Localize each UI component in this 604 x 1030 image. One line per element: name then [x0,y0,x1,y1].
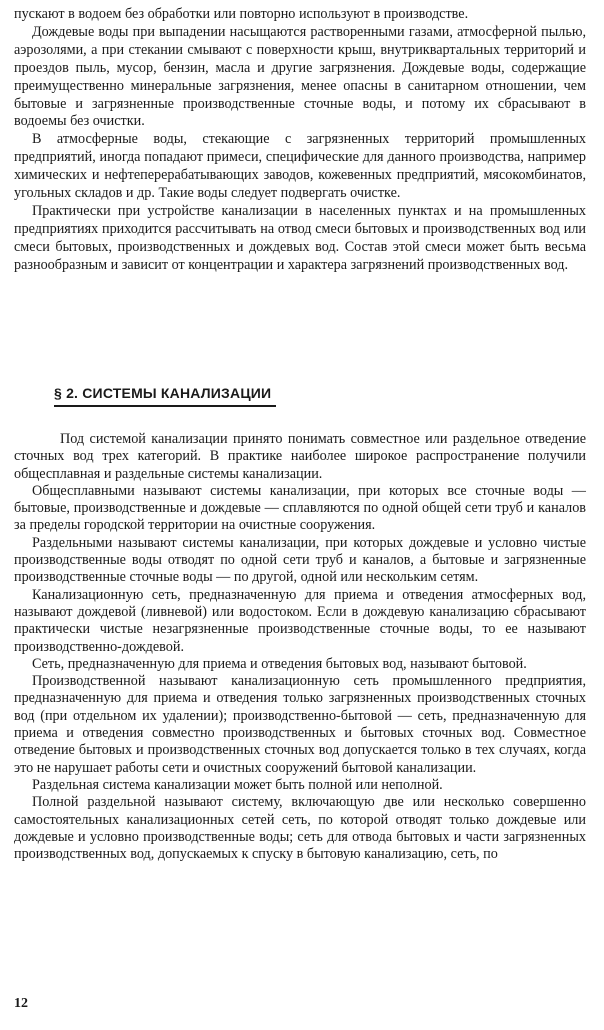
paragraph: Полной раздельной называют систему, включающую две или несколько совершенно самостоятельных канализационных сетей сеть, по которой отводят только дождевые или дождевые и условно производственные воды; сеть для отвода бытовых и части загрязненных производственных вод, допускаемых к спуску в бытовую канализацию, сеть, по [14,794,586,863]
paragraph: пускают в водоем без обработки или повторно используют в производстве. [14,6,469,22]
paragraph: Сеть, предназначенную для приема и отведения бытовых вод, называют бытовой. [32,655,527,672]
paragraph: Под системой канализации принято понимать совместное или раздельное отведение сточных вод трех категорий. В практике наиболее широкое распространение получили общесплавная и раздельные системы канализации. [14,431,586,482]
paragraph: Производственной называют канализационную сеть промышленного предприятия, предназначенную для приема и отведения только загрязненных производственных сточных вод (при отдельном их удалении); производственно-бытовой — сеть, предназначенную для приема и отведения совместно производственных и бытовых сточных вод. Совместное отведение бытовых и производственных сточных вод допускается только в тех случаях, когда это не нарушает работы сети и очистных сооружений бытовой канализации. [14,673,586,776]
section-heading: § 2. СИСТЕМЫ КАНАЛИЗАЦИИ [54,385,272,401]
paragraph: Раздельная система канализации может быть полной или неполной. [32,776,443,793]
paragraph: Раздельными называют системы канализации, при которых дождевые и условно чистые производственные воды отводят по одной сети труб и каналов, а бытовые и загрязненные производственные сточные воды — по другой, одной или нескольким сетям. [14,534,586,586]
paragraph: Практически при устройстве канализации в населенных пунктах и на промышленных предприятиях приходится рассчитывать на отвод смеси бытовых и производственных вод или смеси бытовых, производственных и дождевых вод. Состав этой смеси может быть весьма разнообразным и зависит от концентрации и характера загрязнений производственных вод. [14,202,586,273]
section-text-block [14,431,586,863]
page-number: 12 [14,996,28,1011]
paragraph: В атмосферные воды, стекающие с загрязненных территорий промышленных предприятий, иногда попадают примеси, специфические для данного производства, например химических и нефтеперерабатывающих заводов, кожевенных предприятий, мясокомбинатов, угольных складов и др. Такие воды следует подвергать очистке. [14,131,586,202]
paragraph: Канализационную сеть, предназначенную для приема и отведения атмосферных вод, называют дождевой (ливневой) или водостоком. Если в дождевую канализацию сбрасывают практически чистые незагрязненные производственные сточные воды, то ее называют производственно-дождевой. [14,586,586,655]
heading-underline [54,405,276,407]
paragraph: Общесплавными называют системы канализации, при которых все сточные воды — бытовые, производственные и дождевые — сплавляются по одной общей сети труб и каналов за пределы городской территории на очистные сооружения. [14,482,586,534]
top-text-block [14,6,586,275]
paragraph: Дождевые воды при выпадении насыщаются растворенными газами, атмосферной пылью, аэрозолями, а при стекании смывают с поверхности крыш, внутриквартальных территорий и проездов пыль, мусор, бензин, масла и другие загрязнения. Дождевые воды, содержащие преимущественно минеральные загрязнения, менее опасны в санитарном отношении, чем бытовые и загрязненные производственные сточные воды, и потому их сбрасывают в водоемы без очистки. [14,23,586,130]
